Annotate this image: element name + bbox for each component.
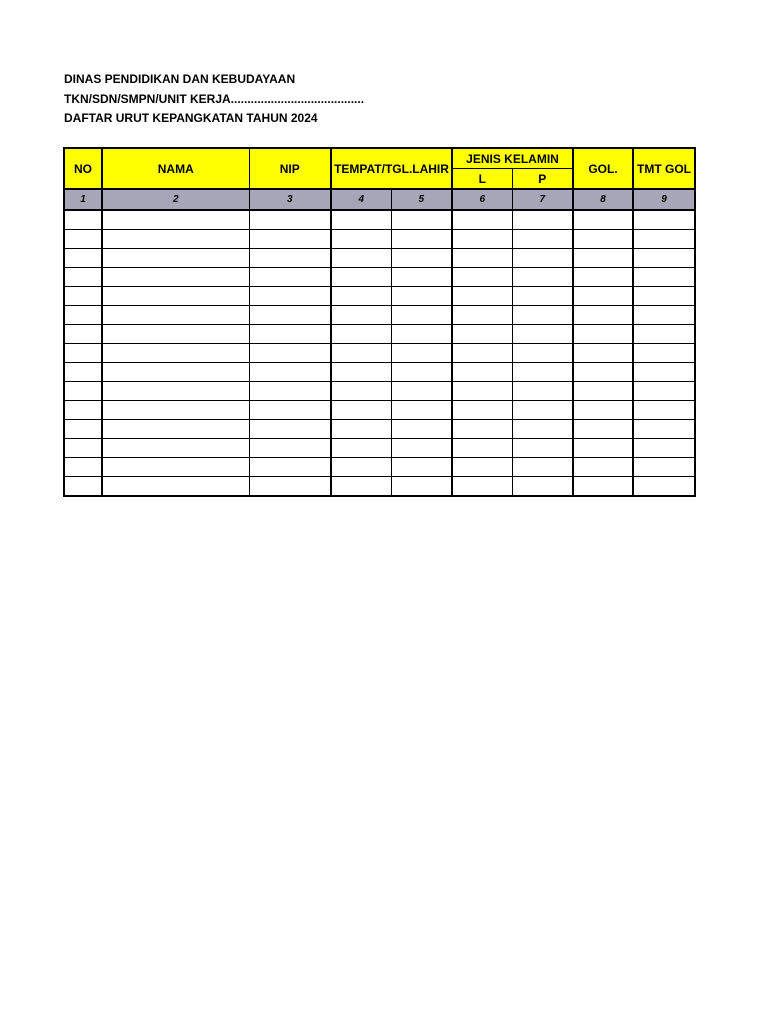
header-jenis-kelamin: JENIS KELAMIN [452,148,573,169]
table-row [64,249,695,268]
table-cell[interactable] [452,306,512,325]
table-cell[interactable] [512,306,573,325]
table-cell[interactable] [64,306,102,325]
table-cell[interactable] [331,420,391,439]
table-cell[interactable] [512,420,573,439]
table-cell[interactable] [102,382,249,401]
table-cell[interactable] [331,230,391,249]
table-cell[interactable] [102,268,249,287]
table-cell[interactable] [331,210,391,230]
table-cell[interactable] [633,477,695,497]
column-number: 1 [64,189,102,210]
table-cell[interactable] [249,325,331,344]
table-cell[interactable] [64,210,102,230]
header-tmt-gol: TMT GOL [633,148,695,189]
column-number-row [64,189,695,210]
table-cell[interactable] [331,249,391,268]
table-cell[interactable] [64,287,102,306]
table-cell[interactable] [102,344,249,363]
table-cell[interactable] [452,477,512,497]
table-cell[interactable] [249,401,331,420]
table-cell[interactable] [102,420,249,439]
column-number: 6 [452,189,512,210]
table-cell[interactable] [633,401,695,420]
table-cell[interactable] [573,249,633,268]
table-cell[interactable] [331,477,391,497]
table-cell[interactable] [633,268,695,287]
table-row [64,325,695,344]
table-cell[interactable] [633,306,695,325]
table-cell[interactable] [391,210,452,230]
table-cell[interactable] [102,401,249,420]
table-cell[interactable] [64,249,102,268]
table-cell[interactable] [391,230,452,249]
table-cell[interactable] [573,230,633,249]
table-cell[interactable] [249,439,331,458]
table-cell[interactable] [512,210,573,230]
table-cell[interactable] [573,306,633,325]
table-cell[interactable] [452,363,512,382]
table-cell[interactable] [512,287,573,306]
table-cell[interactable] [452,249,512,268]
table-cell[interactable] [391,458,452,477]
table-cell[interactable] [249,477,331,497]
table-cell[interactable] [249,344,331,363]
table-cell[interactable] [633,420,695,439]
column-number: 8 [573,189,633,210]
table-cell[interactable] [633,458,695,477]
table-cell[interactable] [573,382,633,401]
column-number: 7 [512,189,573,210]
table-cell[interactable] [452,420,512,439]
column-number: 9 [633,189,695,210]
header-tempat-tgl-lahir: TEMPAT/TGL.LAHIR [331,148,452,189]
column-number: 5 [391,189,452,210]
table-cell[interactable] [64,230,102,249]
table-cell[interactable] [102,249,249,268]
table-cell[interactable] [512,230,573,249]
table-cell[interactable] [64,325,102,344]
table-cell[interactable] [452,325,512,344]
table-row [64,344,695,363]
header-nip: NIP [249,148,331,189]
table-cell[interactable] [512,344,573,363]
table-cell[interactable] [512,477,573,497]
table-cell[interactable] [102,477,249,497]
table-cell[interactable] [452,287,512,306]
table-cell[interactable] [633,230,695,249]
table-cell[interactable] [633,210,695,230]
table-row [64,230,695,249]
table-cell[interactable] [102,287,249,306]
table-cell[interactable] [573,268,633,287]
table-cell[interactable] [633,363,695,382]
table-row [64,210,695,230]
table-cell[interactable] [331,363,391,382]
table-cell[interactable] [452,401,512,420]
column-number: 2 [102,189,249,210]
table-cell[interactable] [573,287,633,306]
table-cell[interactable] [249,287,331,306]
table-cell[interactable] [452,439,512,458]
table-cell[interactable] [391,268,452,287]
table-cell[interactable] [249,230,331,249]
column-number: 3 [249,189,331,210]
table-cell[interactable] [64,382,102,401]
table-cell[interactable] [64,344,102,363]
table-header-row [64,148,695,169]
table-cell[interactable] [64,458,102,477]
table-cell[interactable] [391,382,452,401]
table-cell[interactable] [249,268,331,287]
table-cell[interactable] [452,230,512,249]
table-cell[interactable] [512,363,573,382]
header-p: P [512,169,573,190]
table-cell[interactable] [573,363,633,382]
table-cell[interactable] [249,382,331,401]
table-cell[interactable] [331,401,391,420]
table-cell[interactable] [391,420,452,439]
table-row [64,439,695,458]
table-row [64,477,695,497]
table-cell[interactable] [249,363,331,382]
table-cell[interactable] [249,249,331,268]
rank-order-table [63,147,696,497]
table-cell[interactable] [512,458,573,477]
table-cell[interactable] [331,306,391,325]
table-cell[interactable] [633,287,695,306]
table-row [64,382,695,401]
table-cell[interactable] [102,230,249,249]
table-cell[interactable] [64,268,102,287]
table-cell[interactable] [64,477,102,497]
table-cell[interactable] [64,420,102,439]
table-cell[interactable] [331,458,391,477]
table-cell[interactable] [331,325,391,344]
table-cell[interactable] [391,287,452,306]
table-row [64,306,695,325]
table-cell[interactable] [391,477,452,497]
header-no: NO [64,148,102,189]
table-cell[interactable] [249,306,331,325]
table-cell[interactable] [573,344,633,363]
table-cell[interactable] [573,420,633,439]
document-header [64,70,364,129]
table-cell[interactable] [331,382,391,401]
table-cell[interactable] [391,306,452,325]
table-cell[interactable] [452,268,512,287]
table-cell[interactable] [512,382,573,401]
document-title: DAFTAR URUT KEPANGKATAN TAHUN 2024 [64,111,318,125]
column-number: 4 [331,189,391,210]
header-l: L [452,169,512,190]
table-cell[interactable] [512,249,573,268]
table-cell[interactable] [633,382,695,401]
table-cell[interactable] [573,401,633,420]
table-cell[interactable] [452,382,512,401]
table-cell[interactable] [102,363,249,382]
header-nama: NAMA [102,148,249,189]
table-cell[interactable] [391,363,452,382]
table-cell[interactable] [573,458,633,477]
header-gol: GOL. [573,148,633,189]
table-row [64,287,695,306]
table-cell[interactable] [512,401,573,420]
table-cell[interactable] [452,344,512,363]
table-cell[interactable] [102,306,249,325]
table-row [64,420,695,439]
table-cell[interactable] [452,210,512,230]
table-cell[interactable] [249,210,331,230]
table-row [64,268,695,287]
table-cell[interactable] [102,458,249,477]
table-cell[interactable] [452,458,512,477]
table-cell[interactable] [249,458,331,477]
table-cell[interactable] [633,249,695,268]
table-cell[interactable] [102,439,249,458]
table-cell[interactable] [391,401,452,420]
table-cell[interactable] [633,439,695,458]
table-cell[interactable] [573,439,633,458]
table-cell[interactable] [573,325,633,344]
table-cell[interactable] [391,439,452,458]
work-unit-line: TKN/SDN/SMPN/UNIT KERJA........................................ [64,91,365,106]
table-cell[interactable] [331,268,391,287]
table-cell[interactable] [102,325,249,344]
table-cell[interactable] [391,249,452,268]
table-cell[interactable] [391,325,452,344]
table-cell[interactable] [331,439,391,458]
agency-title: DINAS PENDIDIKAN DAN KEBUDAYAAN [64,72,296,86]
table-cell[interactable] [633,344,695,363]
table-cell[interactable] [64,439,102,458]
table-cell[interactable] [573,477,633,497]
table-row [64,401,695,420]
table-cell[interactable] [64,363,102,382]
table-cell[interactable] [102,210,249,230]
table-cell[interactable] [64,401,102,420]
table-row [64,363,695,382]
table-cell[interactable] [512,325,573,344]
table-cell[interactable] [633,325,695,344]
table-cell[interactable] [331,344,391,363]
table-cell[interactable] [391,344,452,363]
table-cell[interactable] [512,439,573,458]
table-cell[interactable] [249,420,331,439]
table-row [64,458,695,477]
table-cell[interactable] [331,287,391,306]
table-cell[interactable] [512,268,573,287]
table-cell[interactable] [573,210,633,230]
